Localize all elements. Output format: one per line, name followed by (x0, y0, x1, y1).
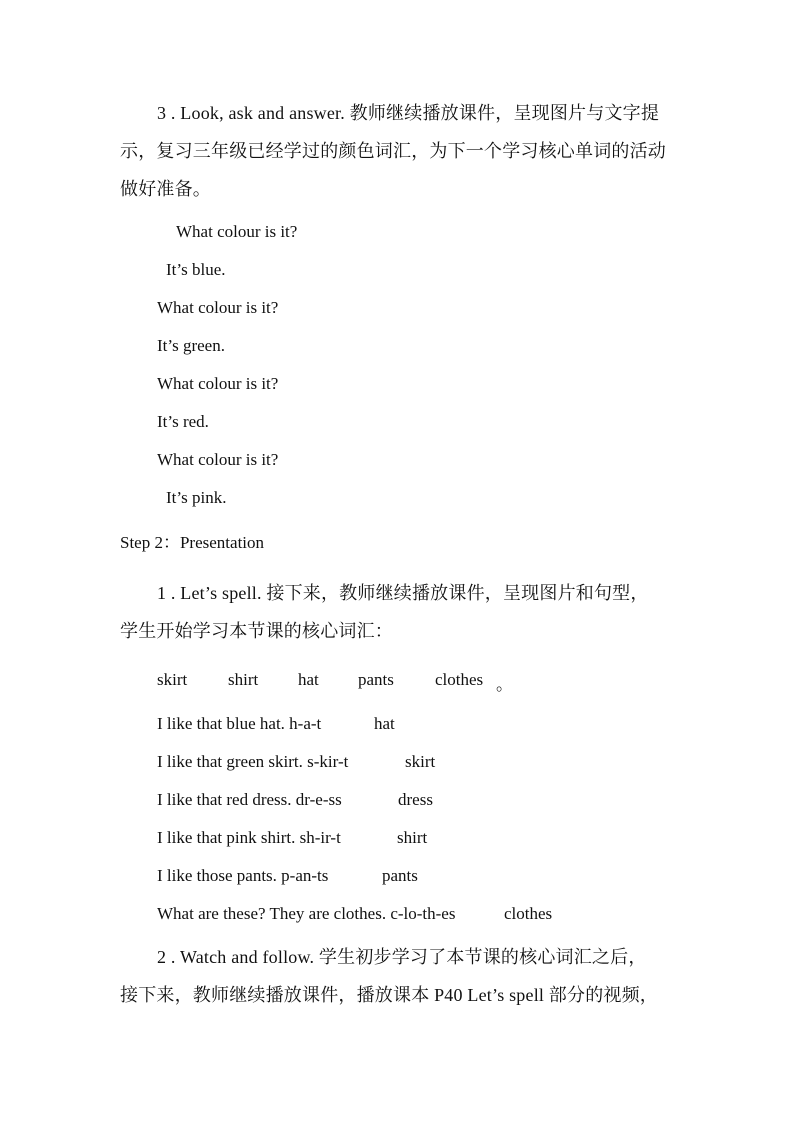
item2-line-2: 接下来，教师继续播放课件，播放课本 P40 Let’s spell 部分的视频， (120, 985, 658, 1005)
vocab-word: pants (358, 670, 394, 689)
item1-line-2: 学生开始学习本节课的核心词汇： (120, 621, 393, 641)
spelling-word: clothes (504, 904, 553, 923)
section3-line-1: 3 . Look, ask and answer. 教师继续播放课件，呈现图片与文字提 (157, 103, 660, 123)
spelling-sentence: What are these? They are clothes. c-lo-th-es (157, 904, 456, 923)
vocab-word: skirt (157, 670, 188, 689)
spelling-word: pants (382, 866, 418, 885)
step2-heading: Step 2：Presentation (120, 533, 265, 552)
dialogue-line: It’s pink. (166, 488, 227, 507)
spelling-word: dress (398, 790, 433, 809)
vocab-word: shirt (228, 670, 259, 689)
dialogue-line: It’s green. (157, 336, 225, 355)
vocab-word: hat (298, 670, 319, 689)
spelling-sentence: I like that red dress. dr-e-ss (157, 790, 342, 809)
dialogue-line: It’s red. (157, 412, 209, 431)
spelling-sentence: I like that pink shirt. sh-ir-t (157, 828, 341, 847)
dialogue-line: What colour is it? (157, 450, 279, 469)
spelling-sentence: I like that green skirt. s-kir-t (157, 752, 349, 771)
spelling-sentence: I like that blue hat. h-a-t (157, 714, 322, 733)
vocab-word: clothes (435, 670, 484, 689)
vocab-word: 。 (496, 675, 513, 694)
dialogue-line: What colour is it? (176, 222, 298, 241)
spelling-sentence: I like those pants. p-an-ts (157, 866, 329, 885)
dialogue-line: What colour is it? (157, 298, 279, 317)
dialogue-line: What colour is it? (157, 374, 279, 393)
item1-line-1: 1 . Let’s spell. 接下来，教师继续播放课件，呈现图片和句型， (157, 583, 649, 603)
dialogue-line: It’s blue. (166, 260, 226, 279)
spelling-word: shirt (397, 828, 428, 847)
spelling-word: skirt (405, 752, 436, 771)
item2-line-1: 2 . Watch and follow. 学生初步学习了本节课的核心词汇之后， (157, 947, 647, 967)
section3-line-3: 做好准备。 (120, 179, 211, 199)
section3-line-2: 示，复习三年级已经学过的颜色词汇，为下一个学习核心单词的活动 (120, 141, 666, 161)
spelling-word: hat (374, 714, 395, 733)
